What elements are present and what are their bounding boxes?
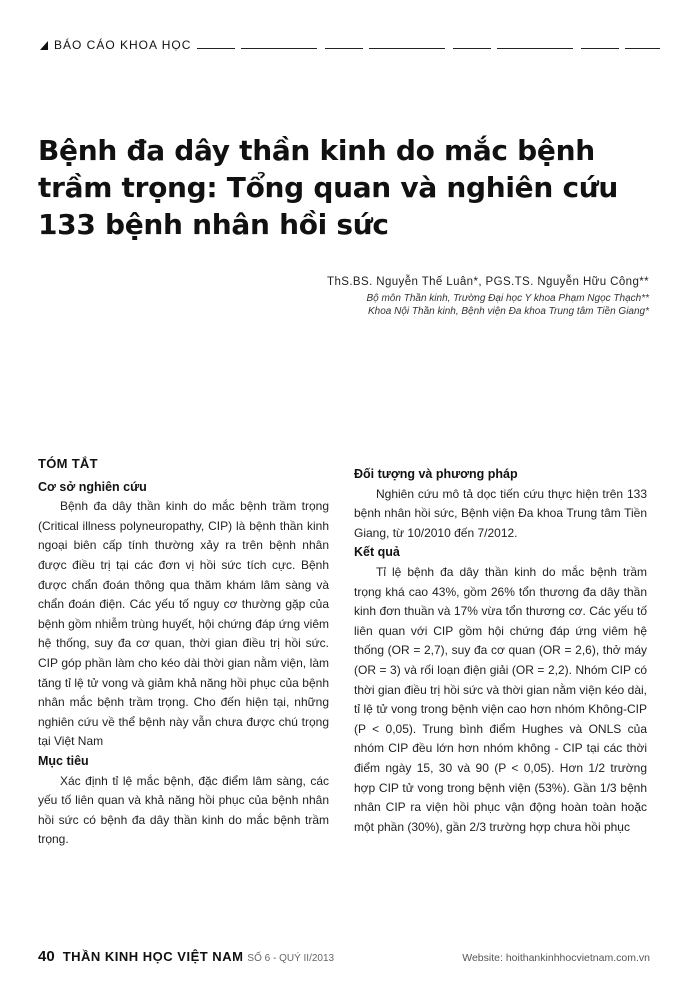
header-rule <box>197 48 660 49</box>
results-text: Tỉ lệ bệnh đa dây thần kinh do mắc bệnh trầm trọng khá cao 43%, gồm 26% tổn thương đa dây thần kinh đơn thuần và 17% vừa tổn thương cơ. Các yếu tố liên quan với CIP gồm hội chứng đáp ứng viêm hệ thống (OR = 2,7), suy đa cơ quan (OR = 2,6), thở máy (OR = 3) và rối loạn điện giải (OR = 2,2). Nhóm CIP có thời gian điều trị hồi sức và thời gian nằm viện kéo dài, tỉ lệ tử vong trong bệnh viện cao hơn nhóm Không-CIP (P < 0,05). Trung bình điểm Hughes và ONLS của nhóm CIP đều lớn hơn nhóm không - CIP tại các thời điểm ngày 15, 30 và 90 (P < 0,05). Hơn 1/2 trường hợp CIP tử vong trong bệnh viện (53%). Gần 1/3 bệnh nhân CIP ra viện hồi phục vận động hoàn toàn hoặc một phần (30%), gần 2/3 trường hợp chưa hồi phục <box>354 564 647 834</box>
author-block <box>327 276 649 317</box>
objective-heading: Mục tiêu <box>38 753 89 768</box>
section-header <box>40 38 660 52</box>
results-heading: Kết quả <box>354 545 400 560</box>
page-number: 40 <box>38 948 55 965</box>
objective-text: Xác định tỉ lệ mắc bệnh, đặc điểm lâm sàng, các yếu tố liên quan và khả năng hồi phục của bệnh nhân hồi sức có bệnh đa dây thần kinh do mắc bệnh trầm trọng. <box>38 773 329 847</box>
abstract-left-column <box>38 454 329 850</box>
journal-issue: SỐ 6 - QUÝ II/2013 <box>247 953 335 964</box>
abstract-right-column <box>354 465 647 837</box>
journal-website: Website: hoithankinhhocvietnam.com.vn <box>462 952 650 964</box>
background-heading: Cơ sở nghiên cứu <box>38 479 147 494</box>
author-names: ThS.BS. Nguyễn Thế Luân*, PGS.TS. Nguyễn Hữu Công** <box>327 276 649 288</box>
background-text: Bệnh đa dây thần kinh do mắc bệnh trầm trọng (Critical illness polyneuropathy, CIP) là bệnh thần kinh ngoại biên cấp tính thường xảy ra trên bệnh nhân được điều trị tại các đơn vị hồi sức tích cực. Bệnh được chẩn đoán thông qua thăm khám lâm sàng và chẩn đoán điện. Các yếu tố nguy cơ thường gặp của bệnh gồm nhiễm trùng huyết, hội chứng đáp ứng viêm hệ thống, suy đa cơ quan, thời gian điều trị hồi sức. CIP góp phần làm cho kéo dài thời gian nằm viện, làm tăng tỉ lệ tử vong và giảm khả năng hồi phục của bệnh nhân mắc bệnh trầm trọng. Cho đến hiện tại, những nghiên cứu về thể bệnh này vẫn chưa được chú trọng tại Việt Nam <box>38 499 329 749</box>
methods-text: Nghiên cứu mô tả dọc tiến cứu thực hiện trên 133 bệnh nhân hồi sức, Bệnh viện Đa khoa Trung tâm Tiền Giang, từ 10/2010 đến 7/2012. <box>354 486 647 540</box>
affiliation-1: Bộ môn Thần kinh, Trường Đại học Y khoa Phạm Ngọc Thạch** <box>366 293 649 304</box>
section-label: BÁO CÁO KHOA HỌC <box>54 38 192 52</box>
page-footer <box>38 948 650 965</box>
methods-heading: Đối tượng và phương pháp <box>354 467 518 481</box>
journal-name: THẦN KINH HỌC VIỆT NAM <box>62 949 244 964</box>
abstract-heading: TÓM TẮT <box>38 456 98 471</box>
triangle-icon <box>40 41 48 50</box>
article-title: Bệnh đa dây thần kinh do mắc bệnh trầm trọng: Tổng quan và nghiên cứu 133 bệnh nhân hồi sức <box>38 134 619 241</box>
affiliation-2: Khoa Nội Thần kinh, Bệnh viện Đa khoa Trung tâm Tiền Giang* <box>368 306 649 317</box>
